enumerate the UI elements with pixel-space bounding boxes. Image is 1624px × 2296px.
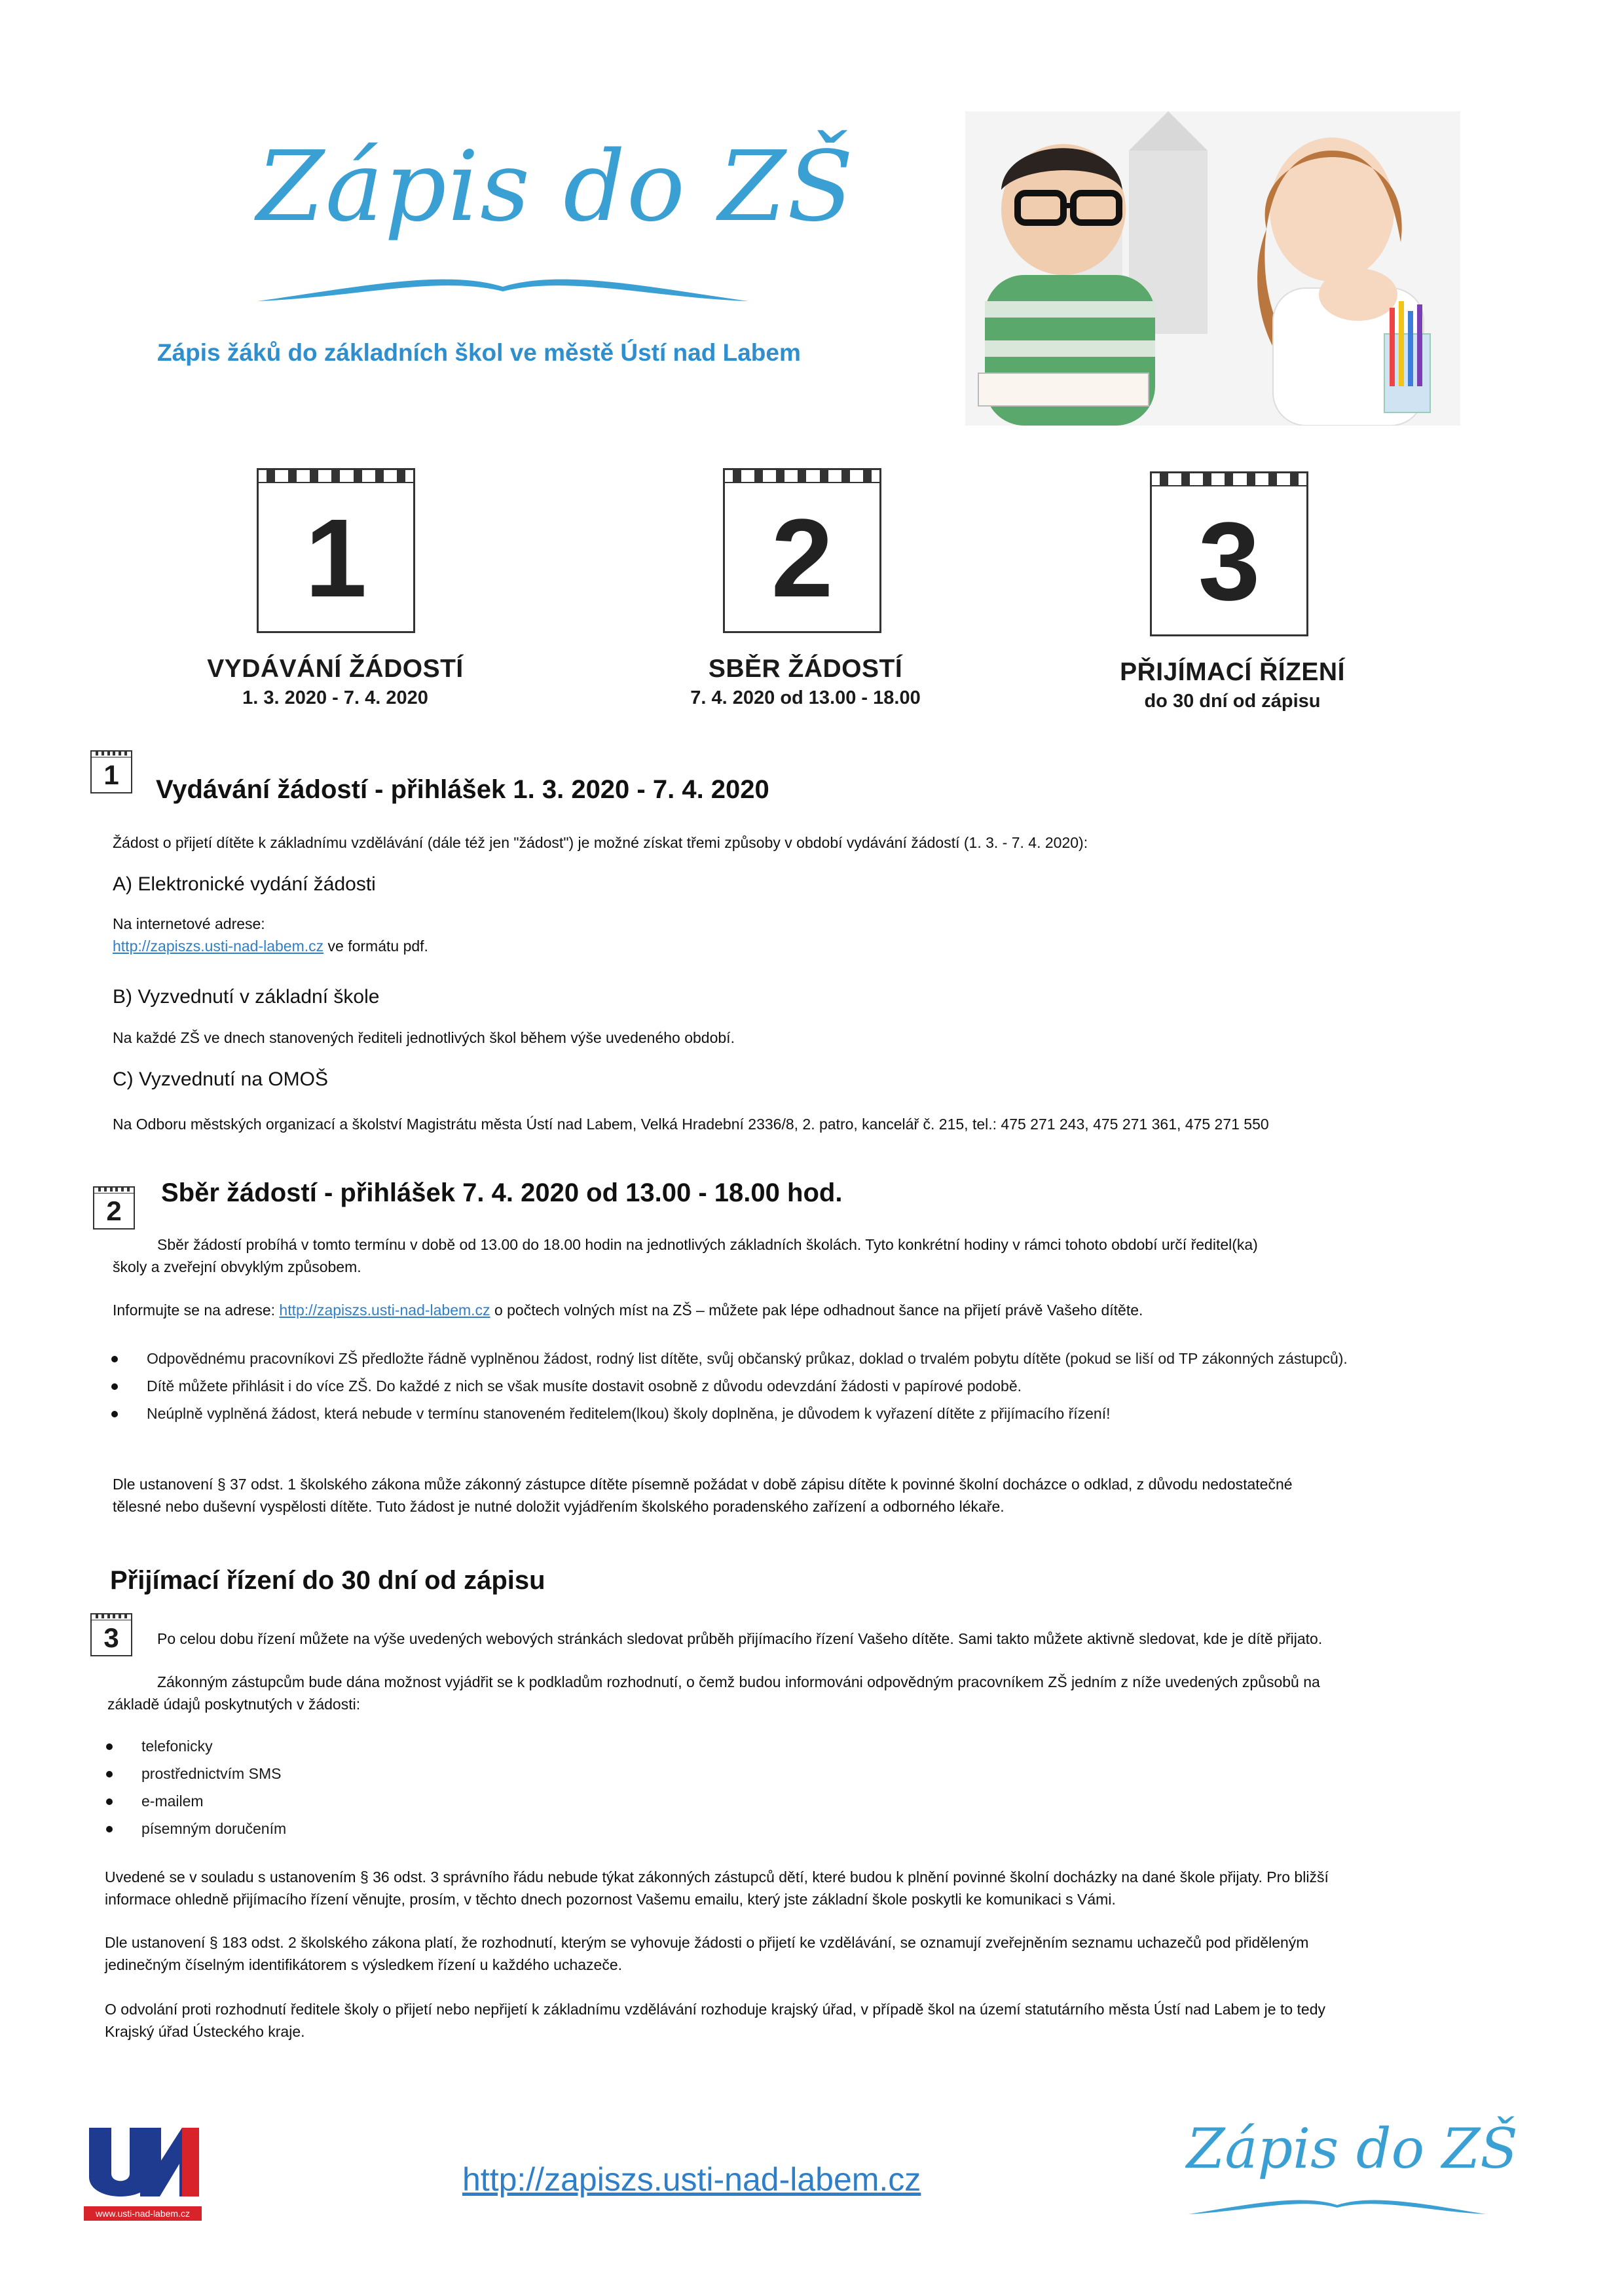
city-logo-caption: www.usti-nad-labem.cz (84, 2206, 202, 2221)
section-1-a-suffix: ve formátu pdf. (323, 938, 428, 955)
section-1-a-line1: Na internetové adrese: (113, 915, 265, 932)
section-3-p4-line2: jedinečným číselným identifikátorem s výsledkem řízení u každého uchazeče. (105, 1956, 623, 1973)
section-1-pdf-link[interactable]: http://zapiszs.usti-nad-labem.cz (113, 938, 324, 955)
step-1-number: 1 (304, 496, 367, 621)
section-3-icon-number: 3 (103, 1622, 119, 1653)
section-2-info (113, 1299, 1143, 1321)
section-1-a-title: A) Elektronické vydání žádosti (113, 873, 376, 895)
section-1-c-text: Na Odboru městských organizací a školství Magistrátu města Ústí nad Labem, Velká Hradební 2336/8, 2. patro, kancelář č. 215, tel.: 475 271 243, 475 271 361, 475 271 550 (113, 1116, 1269, 1133)
section-2-icon-number: 2 (106, 1195, 122, 1226)
city-logo (84, 2121, 202, 2219)
children-photo (965, 111, 1460, 426)
step-1-label (165, 655, 506, 709)
section-2-law-line1: Dle ustanovení § 37 odst. 1 školského zákona může zákonný zástupce dítěte písemně požádat v době zápisu dítěte k povinné školní docházce o odklad, z důvodu nedostatečné (113, 1476, 1293, 1493)
section-3-bullet-text: e-mailem (141, 1793, 204, 1810)
section-1-b-title: B) Vyzvednutí v základní škole (113, 986, 380, 1008)
step-3-date: do 30 dní od zápisu (1144, 691, 1321, 712)
section-2-law-line2: tělesné nebo duševní vyspělosti dítěte. Tuto žádost je nutné doložit vyjádřením školského poradenského zařízení a odborného lékaře. (113, 1498, 1005, 1515)
section-3-bullet-text: telefonicky (141, 1738, 213, 1755)
step-2-calendar (723, 468, 881, 633)
footer-url[interactable]: http://zapiszs.usti-nad-labem.cz (462, 2161, 921, 2198)
header-logo-text: Zápis do ZŠ (257, 130, 855, 243)
section-3-p5-line2: Krajský úřad Ústeckého kraje. (105, 2023, 305, 2040)
section-2-bullet-text: Odpovědnému pracovníkovi ZŠ předložte řádně vyplněnou žádost, rodný list dítěte, svůj občanský průkaz, doklad o trvalém pobytu dítěte (pokud se liší od TP zákonných zástupců). (147, 1350, 1348, 1367)
footer-logo-text: Zápis do ZŠ (1187, 2117, 1518, 2181)
section-3-bullet-text: prostřednictvím SMS (141, 1765, 282, 1782)
section-3-p4-line1: Dle ustanovení § 183 odst. 2 školského zákona platí, že rozhodnutí, kterým se vyhovuje žádosti o přijetí ke vzdělávání, se oznamují zveřejněním seznamu uchazečů pod přiděleným (105, 1934, 1309, 1951)
step-3-number: 3 (1198, 500, 1261, 624)
list-item (111, 1347, 1454, 1370)
header-logo-swoosh (254, 262, 752, 314)
step-1-calendar (257, 468, 415, 633)
section-3-heading: Přijímací řízení do 30 dní od zápisu (110, 1566, 545, 1595)
section-2-info-prefix: Informujte se na adrese: (113, 1302, 280, 1319)
section-3-p5-line1: O odvolání proti rozhodnutí ředitele školy o přijetí nebo nepřijetí k základnímu vzdělávání rozhoduje krajský úřad, v případě škol na území statutárního města Ústí nad Labem je to tedy (105, 2001, 1326, 2018)
section-2-bullet-list (111, 1347, 1454, 1430)
section-3-calendar-icon (90, 1613, 132, 1656)
section-2-p1-line2: školy a zveřejní obvyklým způsobem. (113, 1258, 361, 1275)
section-2-info-suffix: o počtech volných míst na ZŠ – můžete pak lépe odhadnout šance na přijetí právě Vašeho dítěte. (490, 1302, 1143, 1319)
section-1-a-line2 (113, 935, 428, 957)
section-3-bullet-text: písemným doručením (141, 1820, 287, 1837)
step-1-date: 1. 3. 2020 - 7. 4. 2020 (242, 687, 428, 708)
section-3-p2-line2: základě údajů poskytnutých v žádosti: (107, 1696, 361, 1713)
step-3-calendar (1150, 471, 1308, 636)
section-3-p3-line2: informace ohledně přijímacího řízení věnujte, prosím, v těchto dnech pozornost Vašemu emailu, který jste základní škole poskytli ke komunikaci s Vámi. (105, 1891, 1116, 1908)
step-2-number: 2 (771, 496, 834, 621)
list-item (106, 1817, 630, 1840)
list-item (111, 1402, 1454, 1425)
section-2-bullet-text: Dítě můžete přihlásit i do více ZŠ. Do každé z nich se však musíte dostavit osobně z důvodu odevzdání žádosti v papírové podobě. (147, 1377, 1022, 1394)
step-2-date: 7. 4. 2020 od 13.00 - 18.00 (690, 687, 921, 708)
list-item (106, 1762, 630, 1785)
section-3-bullet-list (106, 1735, 630, 1845)
section-1-c-title: C) Vyzvednutí na OMOŠ (113, 1068, 329, 1090)
list-item (106, 1735, 630, 1757)
list-item (106, 1790, 630, 1812)
list-item (111, 1375, 1454, 1397)
section-3-p3-line1: Uvedené se v souladu s ustanovením § 36 odst. 3 správního řádu nebude týkat zákonných zástupců dětí, které budou k plnění povinné školní docházky na dané škole přijaty. Pro bližší (105, 1868, 1329, 1886)
section-2-calendar-icon (93, 1186, 135, 1230)
footer-logo-swoosh (1187, 2189, 1488, 2222)
step-3-title: PŘIJÍMACÍ ŘÍZENÍ (1120, 658, 1345, 686)
section-2-heading: Sběr žádostí - přihlášek 7. 4. 2020 od 13.00 - 18.00 hod. (161, 1178, 843, 1207)
step-2-title: SBĚR ŽÁDOSTÍ (708, 655, 903, 683)
section-1-b-text: Na každé ZŠ ve dnech stanovených řediteli jednotlivých škol během výše uvedeného období. (113, 1029, 735, 1046)
section-2-p1-line1: Sběr žádostí probíhá v tomto termínu v době od 13.00 do 18.00 hodin na jednotlivých základních školách. Tyto konkrétní hodiny v rámci tohoto období určí ředitel(ka) (157, 1236, 1258, 1253)
section-3-p2-line1: Zákonným zástupcům bude dána možnost vyjádřit se k podkladům rozhodnutí, o čemž budou informováni odpovědným pracovníkem ZŠ jedním z níže uvedených způsobů na (157, 1673, 1320, 1690)
city-logo-icon (84, 2121, 202, 2203)
step-1-title: VYDÁVÁNÍ ŽÁDOSTÍ (207, 655, 464, 683)
step-2-label (635, 655, 976, 709)
section-1-icon-number: 1 (103, 759, 119, 790)
header-subtitle: Zápis žáků do základních škol ve městě Ústí nad Labem (157, 339, 801, 366)
section-2-info-link[interactable]: http://zapiszs.usti-nad-labem.cz (279, 1302, 490, 1319)
section-1-intro: Žádost o přijetí dítěte k základnímu vzdělávání (dále též jen "žádost") je možné získat třemi způsoby v období vydávání žádostí (1. 3. - 7. 4. 2020): (113, 834, 1088, 851)
section-1-heading: Vydávání žádostí - přihlášek 1. 3. 2020 - 7. 4. 2020 (156, 775, 769, 804)
section-2-bullet-text: Neúplně vyplněná žádost, která nebude v termínu stanoveném ředitelem(lkou) školy doplněna, je důvodem k vyřazení dítěte z přijímacího řízení! (147, 1405, 1111, 1422)
section-3-p1: Po celou dobu řízení můžete na výše uvedených webových stránkách sledovat průběh přijímacího řízení Vašeho dítěte. Sami takto můžete aktivně sledovat, kde je dítě přijato. (157, 1630, 1323, 1647)
section-1-calendar-icon (90, 750, 132, 793)
step-3-label (1062, 658, 1403, 712)
